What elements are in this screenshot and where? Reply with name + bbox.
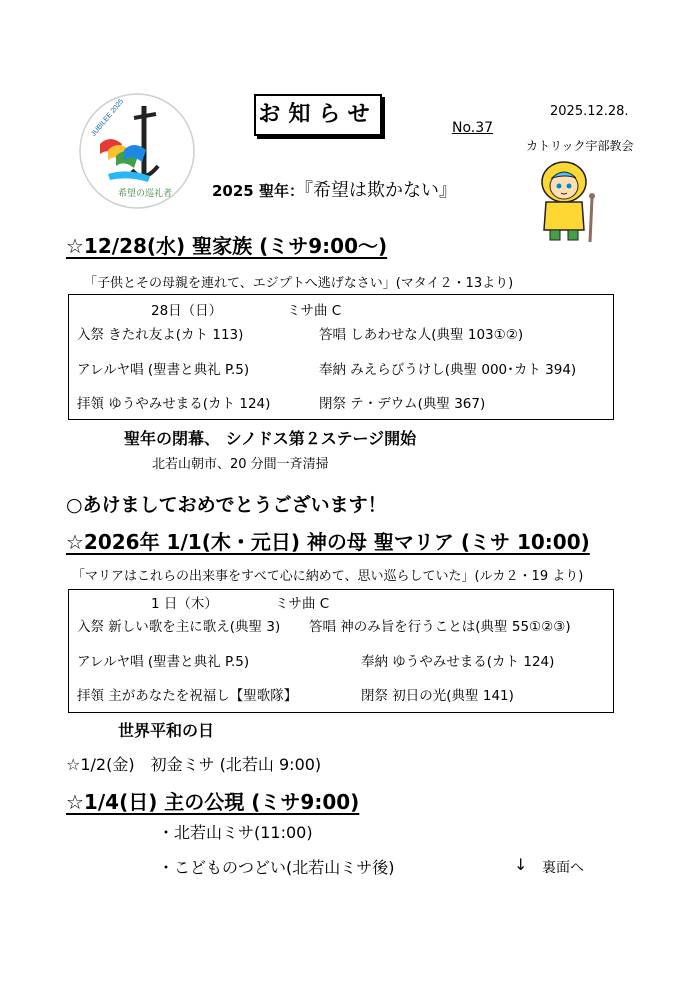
cleanup-note: 北若山朝市、20 分間一斉清掃 [152,457,329,472]
mass-date: 28日（日） [151,303,223,319]
new-year-greeting: ○あけましておめでとうございます！ [66,494,387,516]
mass-date: 1 日（木） [151,596,218,612]
entrance-hymn: 入祭 新しい歌を主に歌え(典聖 3) [77,619,281,635]
issue-number: No.37 [452,120,494,136]
svg-text:JUBILEE 2025: JUBILEE 2025 [90,98,126,138]
issue-date: 2025.12.28. [550,104,629,119]
svg-text:希望の巡礼者: 希望の巡礼者 [118,189,173,199]
responsorial-psalm: 答唱 神のみ旨を行うことは(典聖 55①②③) [309,619,571,635]
theme-year: 2025 聖年： [212,182,304,200]
liturgy-table-2 [68,589,614,713]
offertory-hymn: 奉納 みえらびうけし(典聖 000･カト 394) [319,362,577,378]
communion-hymn: 拝領 ゆうやみせまる(カト 124) [77,396,271,412]
kitawakayama-mass: ・北若山ミサ(11:00) [158,823,313,842]
theme-text: 『希望は欺かない』 [303,180,457,201]
gospel-quote-2: 「マリアはこれらの出来事をすべて心に納めて、思い巡らしていた」(ルカ２・19 より) [72,569,584,584]
alleluia: アレルヤ唱 (聖書と典礼 P.5) [77,654,250,670]
jubilee-logo [78,92,196,210]
first-friday-mass: ☆1/2(金) 初金ミサ (北若山 9:00) [66,755,322,774]
page-title: お知らせ [254,94,382,136]
jubilee-theme [212,176,457,202]
alleluia: アレルヤ唱 (聖書と典礼 P.5) [77,362,250,378]
recessional-hymn: 閉祭 初日の光(典聖 141) [361,688,514,704]
mass-setting: ミサ曲 C [275,596,330,612]
church-name: カトリック宇部教会 [526,139,634,153]
section-heading-holy-family: ☆12/28(水) 聖家族 (ミサ9:00～) [66,234,388,258]
section-heading-epiphany: ☆1/4(日) 主の公現 (ミサ9:00) [66,790,360,814]
jubilee-closing-note: 聖年の閉幕、 シノドス第２ステージ開始 [124,429,417,448]
world-peace-day: 世界平和の日 [118,721,215,740]
gospel-quote: 「子供とその母親を連れて、エジプトへ逃げなさい」(マタイ２・13より) [84,276,514,291]
mass-setting: ミサ曲 C [287,303,342,319]
communion-hymn: 拝領 主があなたを祝福し【聖歌隊】 [77,688,298,704]
recessional-hymn: 閉祭 テ・デウム(典聖 367) [319,396,486,412]
mascot-illustration [526,158,606,244]
liturgy-table [68,294,614,420]
children-gathering: ・こどものつどい(北若山ミサ後) [158,858,395,877]
section-heading-mary: ☆2026年 1/1(木・元日) 神の母 聖マリア (ミサ 10:00) [66,530,590,554]
offertory-hymn: 奉納 ゆうやみせまる(カト 124) [361,654,555,670]
entrance-hymn: 入祭 きたれ友よ(カト 113) [77,327,244,343]
down-arrow-icon: ↓ [514,855,528,874]
continued-on-back: 裏面へ [542,860,584,876]
responsorial-psalm: 答唱 しあわせな人(典聖 103①②) [319,327,524,343]
